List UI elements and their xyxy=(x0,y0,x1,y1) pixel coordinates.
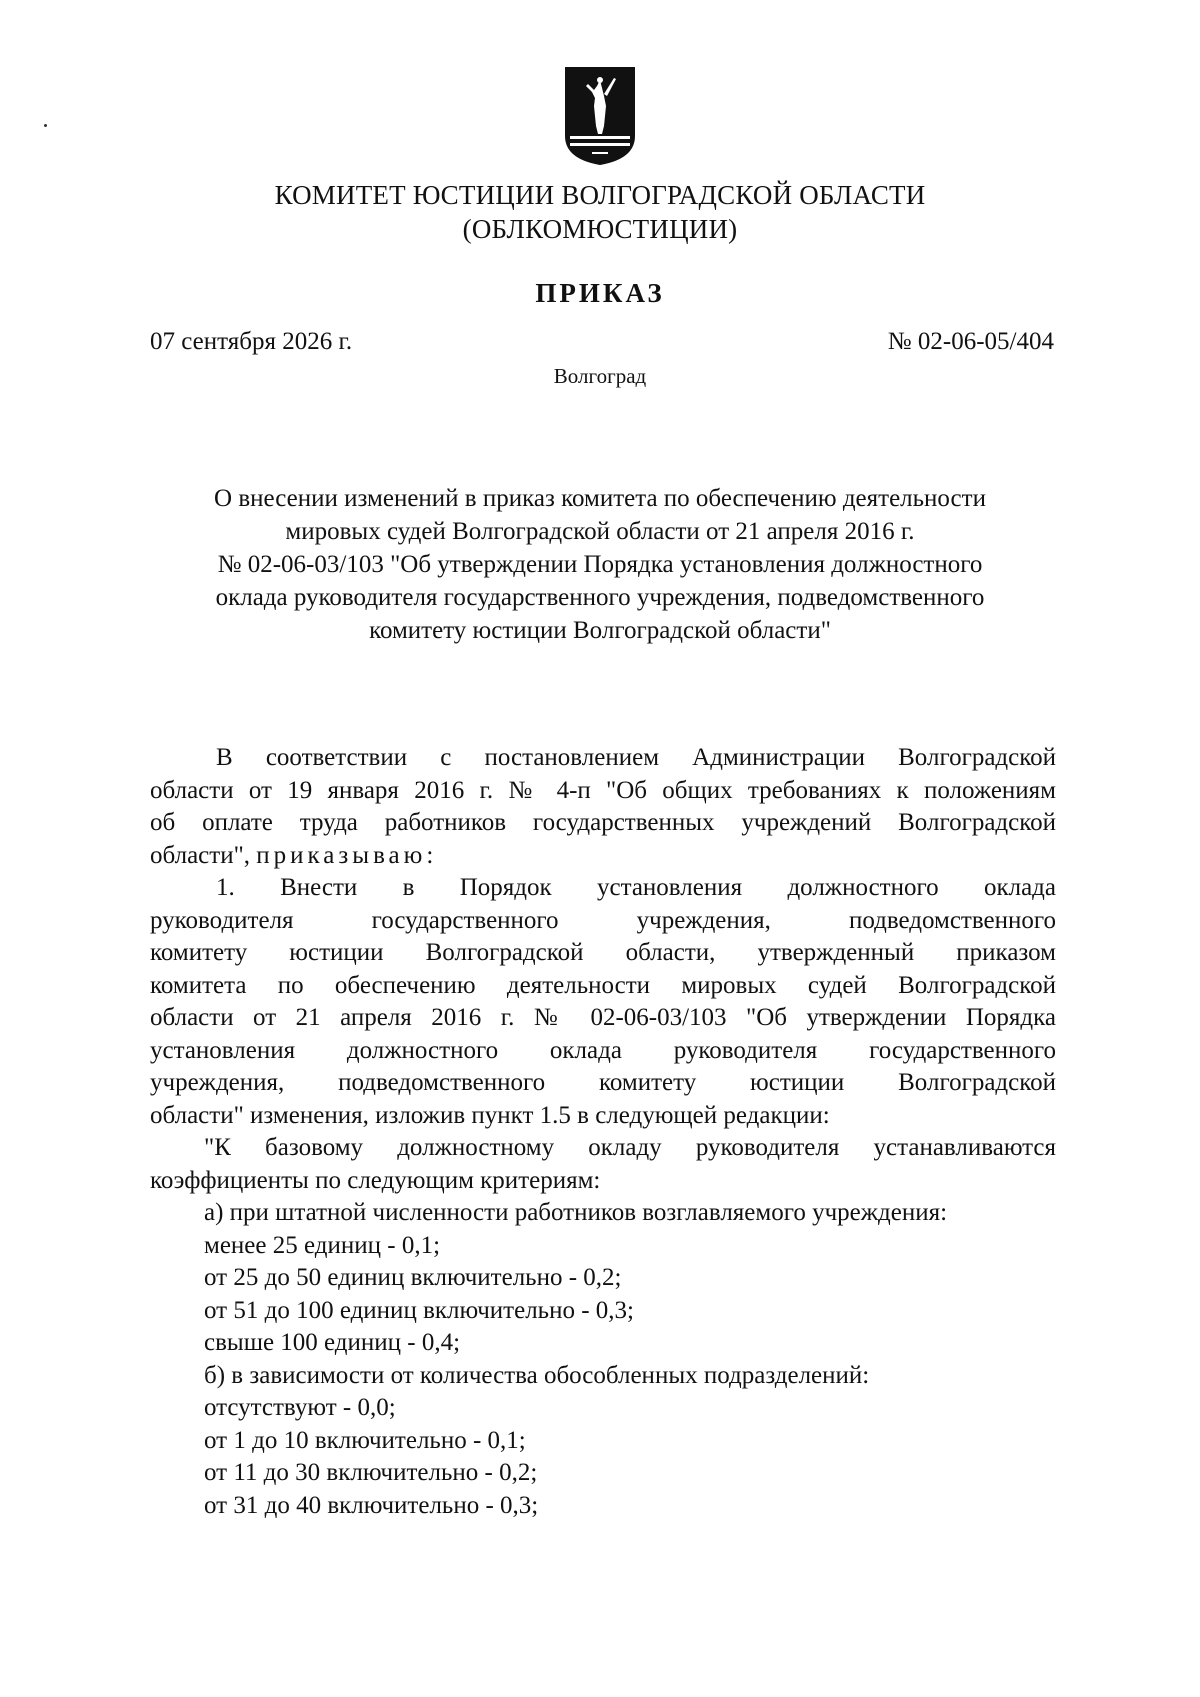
subject-line: комитету юстиции Волгоградской области" xyxy=(369,617,831,644)
subject-line: мировых судей Волгоградской области от 21 апреля 2016 г. xyxy=(285,518,915,545)
body-line: В соответствии с постановлением Администрации Волгоградской xyxy=(216,744,1056,771)
body-line: области от 21 апреля 2016 г. № 02-06-03/103 "Об утверждении Порядка xyxy=(150,1004,1056,1031)
criteria-item: от 11 до 30 включительно - 0,2; xyxy=(204,1459,538,1486)
document-date: 07 сентября 2026 г. xyxy=(150,328,353,355)
criteria-item: свыше 100 единиц - 0,4; xyxy=(204,1329,461,1356)
document-type: ПРИКАЗ xyxy=(535,278,665,308)
organization-name xyxy=(150,178,1050,246)
body-line: области от 19 января 2016 г. № 4-п "Об общих требованиях к положениям xyxy=(150,776,1056,804)
body-line: "К базовому должностному окладу руководителя устанавливаются xyxy=(204,1134,1056,1161)
criteria-item: от 31 до 40 включительно - 0,3; xyxy=(204,1491,539,1519)
body-line: учреждения, подведомственного комитету юстиции Волгоградской xyxy=(150,1069,1056,1096)
criteria-item: от 25 до 50 единиц включительно - 0,2; xyxy=(204,1264,622,1291)
coat-of-arms-icon xyxy=(564,66,636,166)
order-verb: приказываю: xyxy=(256,841,438,869)
criteria-item: от 1 до 10 включительно - 0,1; xyxy=(204,1426,526,1454)
document-city: Волгоград xyxy=(553,364,647,388)
body-line: комитету юстиции Волгоградской области, утвержденный приказом xyxy=(150,939,1056,966)
organization-name-line-1: КОМИТЕТ ЮСТИЦИИ ВОЛГОГРАДСКОЙ ОБЛАСТИ xyxy=(274,180,926,210)
criteria-item: отсутствуют - 0,0; xyxy=(204,1394,396,1421)
document-number: № 02-06-05/404 xyxy=(887,328,1054,355)
body-line: об оплате труда работников государственных учреждений Волгоградской xyxy=(150,809,1056,836)
body-line xyxy=(150,840,1056,873)
document-subject xyxy=(150,482,1050,647)
body-line: комитета по обеспечению деятельности мировых судей Волгоградской xyxy=(150,971,1056,999)
subject-line: оклада руководителя государственного учреждения, подведомственного xyxy=(215,584,985,611)
criteria-item: от 51 до 100 единиц включительно - 0,3; xyxy=(204,1296,634,1324)
body-line: области" изменения, изложив пункт 1.5 в следующей редакции: xyxy=(150,1101,830,1129)
subject-line: № 02-06-03/103 "Об утверждении Порядка установления должностного xyxy=(217,551,983,578)
criteria-item: а) при штатной численности работников возглавляемого учреждения: xyxy=(204,1199,948,1226)
body-line: 1. Внести в Порядок установления должностного оклада xyxy=(216,874,1056,901)
body-line: установления должностного оклада руководителя государственного xyxy=(150,1036,1056,1064)
preamble-prefix: области", xyxy=(150,841,257,869)
body-line: руководителя государственного учреждения, подведомственного xyxy=(150,906,1056,934)
criteria-item: менее 25 единиц - 0,1; xyxy=(204,1231,441,1259)
document-body xyxy=(150,742,1056,1522)
subject-line: О внесении изменений в приказ комитета по обеспечению деятельности xyxy=(214,485,986,512)
criteria-item: б) в зависимости от количества обособленных подразделений: xyxy=(204,1361,870,1389)
body-line: коэффициенты по следующим критериям: xyxy=(150,1166,601,1194)
scan-artifact xyxy=(44,124,47,127)
organization-name-line-2: (ОБЛКОМЮСТИЦИИ) xyxy=(462,214,738,244)
